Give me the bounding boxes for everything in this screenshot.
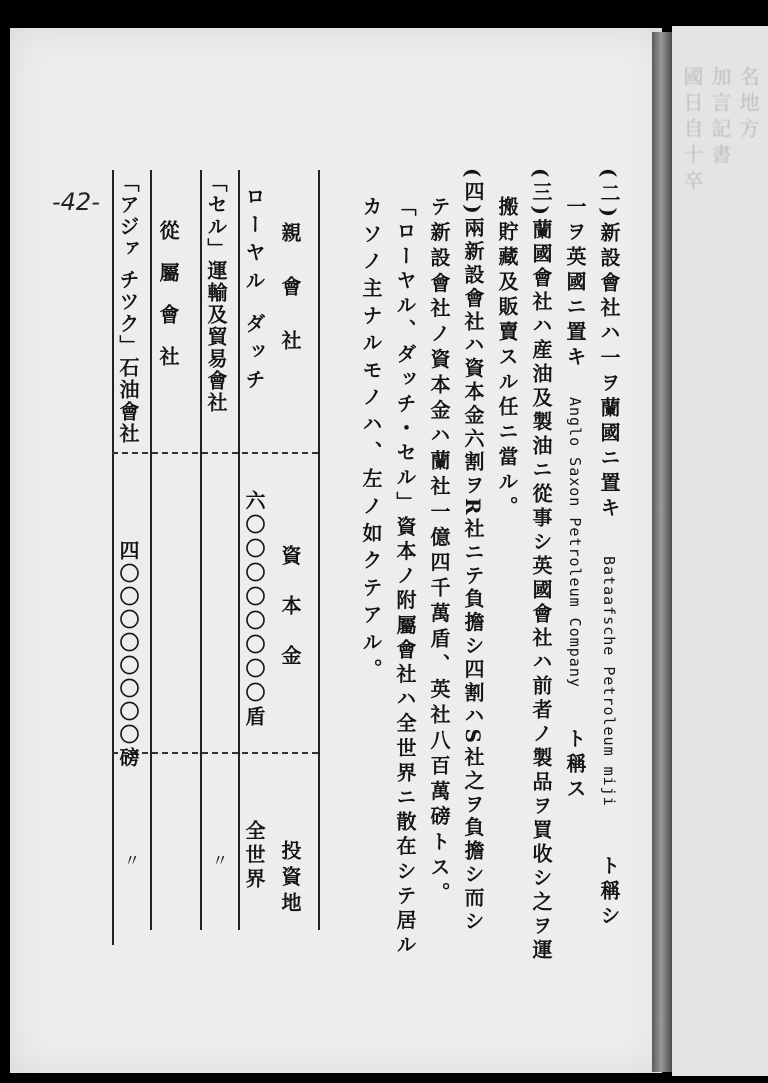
text: 一ヲ英國ニ置キ: [563, 196, 587, 371]
paragraph-4-line-4: カソノ主ナルモノハ、左ノ如クテアル。: [359, 196, 383, 686]
bleed-through-text: 國日自十卒: [680, 66, 704, 196]
paragraph-3-line-2: 搬貯藏及販賣スル任ニ當ル。: [495, 196, 519, 521]
parent-company-region: 全世界: [242, 820, 266, 892]
paragraph-3-line-1: (三)蘭國會社ハ産油及製油ニ從事シ英國會社ハ前者ノ製品ヲ買收シ之ヲ運: [529, 168, 553, 963]
table-border-left: [112, 170, 114, 945]
bleed-through-text: 加言記書: [708, 66, 732, 170]
table-border-right: [318, 170, 320, 930]
table-row-divider: [238, 170, 240, 930]
subsidiary-label: 從屬會社: [156, 220, 180, 388]
bleed-through-text: 名地方: [736, 66, 760, 144]
text: ト稱ス: [563, 727, 587, 803]
parent-company-name: ローヤル ダッチ: [242, 186, 266, 397]
text: (二)新設會社ハ一ヲ蘭國ニ置キ: [597, 168, 621, 522]
paragraph-4-line-2: テ新設會社ノ資本金ハ蘭社一億四千萬盾、英社八百萬磅トス。: [427, 196, 451, 908]
ditto-mark: 〃: [212, 851, 229, 870]
paragraph-2-line-1: [599, 168, 619, 930]
latin-text: Bataafsche Petroleum miji: [600, 555, 618, 807]
subsidiary-company-name: 「アジァ チツク」石油會社: [116, 172, 140, 445]
paragraph-4-line-1: (四)兩新設會社ハ資本金六割ヲR社ニテ負擔シ四割ハS社之ヲ負擔シ而シ: [461, 168, 485, 934]
facing-page: [672, 26, 768, 1076]
header-region: 投資地: [278, 840, 302, 918]
table-row-divider: [150, 170, 152, 930]
column-divider: [112, 752, 318, 754]
subsidiary-company-capital: 四〇〇〇〇〇〇〇〇磅: [116, 540, 140, 770]
book-spine: [652, 32, 672, 1072]
parent-company-2-name: 「セル」運輸及貿易會社: [204, 172, 228, 414]
header-company: 親會社: [278, 222, 302, 384]
page-number: -42-: [52, 188, 100, 216]
paragraph-4-line-3: 「ローヤル、ダッチ・セル」資本ノ附屬會社ハ全世界ニ散在シテ居ル: [393, 196, 417, 959]
parent-company-capital: 六〇〇〇〇〇〇〇〇盾: [242, 490, 266, 730]
column-divider: [112, 452, 318, 454]
ditto-mark: 〃: [124, 851, 141, 870]
paragraph-2-line-2: [565, 196, 585, 803]
text: ト稱シ: [597, 854, 621, 930]
latin-text: Anglo Saxon Petroleum Company: [566, 396, 584, 688]
header-capital: 資本金: [278, 545, 302, 695]
table-row-divider: [200, 170, 202, 930]
